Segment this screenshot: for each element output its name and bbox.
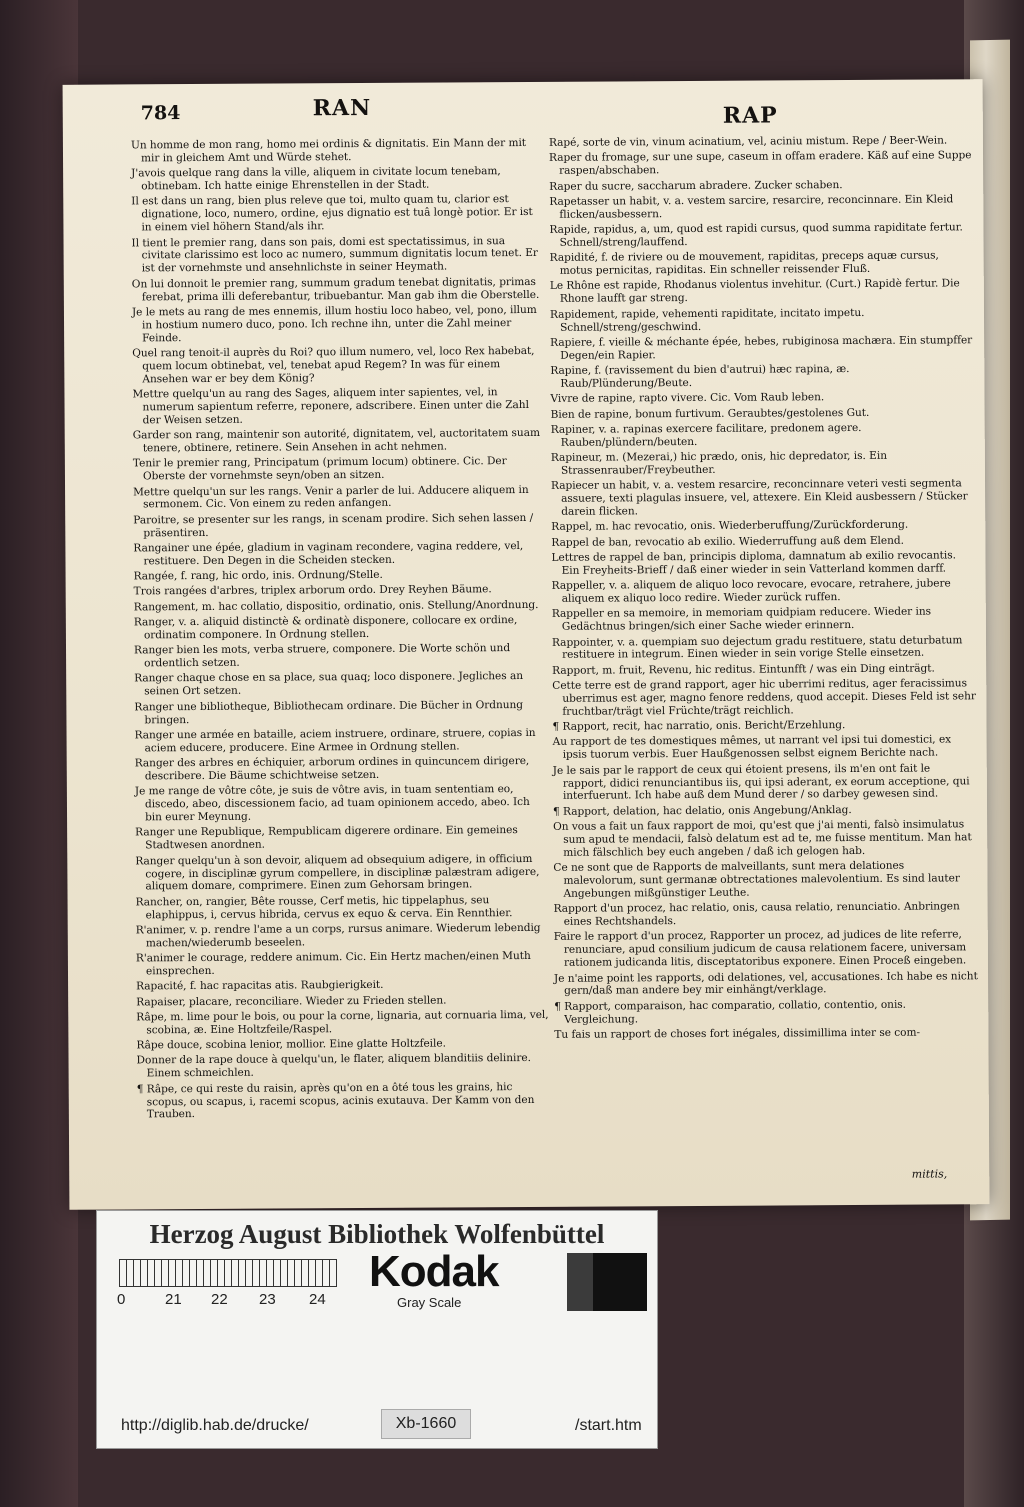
ruler-number: 0: [117, 1291, 126, 1308]
entry: Raper du fromage, sur une supe, caseum in offam eradere. Käß auf eine Suppe raspen/abschaben.: [548, 149, 972, 177]
entry: J'avois quelque rang dans la ville, aliquem in civitate locum tenebam, obtinebam. Ich hatte einige Ehrenstellen in der Stadt.: [131, 165, 501, 193]
entry: Rappel de ban, revocatio ab exilio. Wiederruffung auß dem Elend.: [551, 534, 904, 549]
entry: Rapaiser, placare, reconciliare. Wieder zu Frieden stellen.: [136, 994, 447, 1008]
entry: ¶ Rapport, delation, hac delatio, onis Angebung/Anklag.: [552, 803, 852, 818]
entry: Rancher, on, rangier, Bête rousse, Cerf metis, hic tippelaphus, seu elaphippus, i, cervus hibrida, cervus ex equo & cerva. Ein Rennthier.: [135, 893, 513, 921]
entry: Paroitre, se presenter sur les rangs, in scenam prodire. Sich sehen lassen / präsentiren.: [133, 511, 534, 540]
entry: Je n'aime point les rapports, odi delationes, vel, accusationes. Ich habe es nicht gern/daß man andere bey mir einhängt/verklage.: [554, 969, 978, 998]
entry: Vivre de rapine, rapto vivere. Cic. Vom Raub leben.: [550, 391, 825, 406]
entry: Garder son rang, maintenir son autorité, dignitatem, vel, auctoritatem suam tenere, obtinere, retinere. Sein Ansehen in acht nehmen.: [132, 427, 540, 455]
entry: Rapidement, rapide, vehementi rapiditate, incitato impetu. Schnell/streng/geschwind.: [549, 306, 865, 334]
entry: Rappointer, v. a. quempiam suo dejectum gradu restituere, statu deturbatum restituere in integrum. Einen wieder in sein vorige Stelle einsetzen.: [551, 633, 963, 662]
gray-swatch: [567, 1253, 593, 1311]
entry: Lettres de rappel de ban, principis diploma, damnatum ab exilio revocantis. Ein Freyheits-Brieff / daß einer wieder in sein Vatterland kommen darff.: [551, 549, 956, 577]
entry: Raper du sucre, saccharum abradere. Zucker schaben.: [549, 178, 843, 193]
entry: Tenir le premier rang, Principatum (primum locum) obtinere. Cic. Der Oberste der vornehmste seyn/oben an sitzen.: [132, 455, 507, 483]
entry: Bien de rapine, bonum furtivum. Geraubtes/gestolenes Gut.: [550, 406, 870, 421]
entry: Cette terre est de grand rapport, ager hic uberrimi reditus, ager feracissimus uberrimus est ager, magno fenore reddens, quod accepit. Dieses Feld ist sehr fruchtbar/trägt viel Früchte/trägt reichlich.: [552, 677, 976, 718]
entry: Ranger une armée en bataille, aciem instruere, ordinare, struere, copias in aciem educere, producere. Eine Armee in Ordnung stellen.: [134, 726, 536, 755]
entry: Je me range de vôtre côte, je suis de vôtre avis, in tuam sententiam eo, discedo, abeo, discessionem facio, ad tuam opinionem accedo, abeo. Ich bin eurer Meynung.: [134, 783, 530, 824]
page-number: 784: [140, 102, 181, 125]
entry: On lui donnoit le premier rang, summum gradum tenebat dignitatis, primas ferebat, prima illi deferebantur, tribuebantur. Man gab ihm die Oberstelle.: [131, 275, 540, 303]
entry: R'animer le courage, reddere animum. Cic. Ein Hertz machen/einen Muth einsprechen.: [135, 950, 531, 978]
entry: Rapetasser un habit, v. a. vestem sarcire, resarcire, reconcinnare. Ein Kleid flicken/ausbessern.: [549, 193, 954, 221]
entry: Rapé, sorte de vin, vinum acinatium, vel, aciniu mistum. Repe / Beer-Wein.: [548, 134, 948, 149]
entry: Il tient le premier rang, dans son pais, domi est spectatissimus, in sua civitate clarissimo est loco ac numero, summum dignitatis locum tenet. Er ist der vornehmste und ansehnlichste in seiner Heymath.: [131, 234, 538, 275]
entry: Je le mets au rang de mes ennemis, illum hostiu loco habeo, vel, pono, illum in hostium numero duco, pono. Ich rechne ihn, unter die Zahl meiner Feinde.: [131, 303, 537, 344]
url-left: http://diglib.hab.de/drucke/: [121, 1417, 309, 1434]
entry: Rapine, f. (ravissement du bien d'autrui) hæc rapina, æ. Raub/Plünderung/Beute.: [550, 363, 850, 390]
shelfmark-label: Xb-1660: [381, 1409, 471, 1439]
entry: Mettre quelqu'un au rang des Sages, aliquem inter sapientes, vel, in numerum sapientum referre, reponere, adscribere. Einen unter die Zahl der Weisen setzen.: [132, 386, 529, 427]
entry: Rappeller, v. a. aliquem de aliquo loco revocare, evocare, retrahere, jubere aliquem ex aliquo loco redire. Wieder zurück ruffen.: [551, 577, 951, 605]
entry: On vous a fait un faux rapport de moi, qu'est que j'ai menti, falsò insimulatus sum apud te mendacii, falsò delatum est ad te, me fuisse mentitum. Man hat mich fälschlich bey euch angeben / daß ich gelogen hab.: [553, 818, 972, 859]
scale-ruler: [119, 1259, 337, 1287]
right-column: [549, 134, 979, 1044]
entry: Rapport d'un procez, hac relatio, onis, causa relatio, renunciatio. Anbringen eines Rechtshandels.: [553, 900, 960, 928]
entry: Ranger chaque chose en sa place, sua quaq; loco disponere. Jegliches an seinen Ort setzen.: [134, 670, 524, 698]
entry: Rapacité, f. hac rapacitas atis. Raubgierigkeit.: [136, 979, 384, 993]
dictionary-page: [63, 79, 990, 1210]
entry: ¶ Râpe, ce qui reste du raisin, après qu'on en a ôté tous les grains, hic scopus, ou scapus, i, racemi scopus, acinis exutauva. Der Kamm von den Trauben.: [136, 1080, 535, 1121]
entry: Je le sais par le rapport de ceux qui étoient presens, ils m'en ont fait le rapport, didici renunciantibus iis, qui ipsi aderant, ex eorum acceptione, qui interfuerunt. Ich habe auß dem Mund derer / so darbey gewesen sind.: [552, 762, 970, 803]
entry: Donner de la rape douce à quelqu'un, le flater, aliquem blanditiis delinire. Einem schmeichlen.: [136, 1052, 531, 1080]
gray-scale-label: Gray Scale: [397, 1295, 462, 1310]
running-head-left: RAN: [312, 94, 372, 122]
entry: Ranger une Republique, Rempublicam digerere ordinare. Ein gemeines Stadtwesen anordnen.: [135, 824, 518, 852]
ruler-number: 21: [165, 1291, 182, 1308]
entry: R'animer, v. p. rendre l'ame a un corps, rursus animare. Wiederum lebendig machen/wiederumb beseelen.: [135, 921, 541, 950]
ruler-number: 22: [211, 1291, 228, 1308]
entry: Rappeller en sa memoire, in memoriam quidpiam reducere. Wieder ins Gedächtnus bringen/sich einer Sache wieder erinnern.: [551, 605, 932, 634]
entry: Ranger, v. a. aliquid distinctè & ordinatè disponere, collocare ex ordine, ordinatim componere. In Ordnung stellen.: [133, 614, 518, 642]
left-column: [131, 137, 551, 1124]
entry: Rapiere, f. vieille & méchante épée, hebes, rubiginosa machæra. Ein stumpffer Degen/ein Rapier.: [550, 334, 973, 362]
entry: Rapiner, v. a. rapinas exercere facilitare, predonem agere. Rauben/plündern/beuten.: [550, 421, 862, 449]
entry: Ranger quelqu'un à son devoir, aliquem ad obsequium adigere, in officium cogere, in disciplinæ gyrum compellere, in disciplinæ palæstram adigere, aliquem domare, comprimere. Einen zum Gehorsam bringen.: [135, 852, 540, 893]
entry: Râpe, m. lime pour le bois, ou pour la corne, lignaria, aut cornuaria lima, vel, scobina, æ. Eine Holtzfeile/Raspel.: [136, 1008, 549, 1037]
kodak-logo: Kodak: [369, 1247, 499, 1296]
entry: Trois rangées d'arbres, triplex arborum ordo. Drey Reyhen Bäume.: [133, 583, 492, 598]
url-right: /start.htm: [575, 1417, 642, 1434]
ruler-number: 24: [309, 1291, 326, 1308]
entry: Un homme de mon rang, homo mei ordinis & dignitatis. Ein Mann der mit mir in gleichem Amt und Würde stehet.: [130, 136, 527, 165]
catchword: mittis,: [911, 1167, 948, 1181]
entry: Rangement, m. hac collatio, dispositio, ordinatio, onis. Stellung/Anordnung.: [133, 598, 539, 614]
color-target-card: [96, 1210, 658, 1449]
entry: Ce ne sont que de Rapports de malveillants, sunt mera delationes malevolorum, sunt germanæ obtrectationes malevolentium. Es sind lauter Angebungen mißgünstiger Leuthe.: [553, 859, 960, 900]
entry: Au rapport de tes domestiques mêmes, ut narrant vel ipsi tui domestici, ex ipsis tuorum verbis. Euer Haußgenossen selbst eignem Berichte nach.: [552, 733, 952, 762]
entry: Rapineur, m. (Mezerai,) hic prædo, onis, hic depredator, is. Ein Strassenrauber/Freybeuther.: [550, 449, 887, 477]
entry: Il est dans un rang, bien plus releve que toi, multo quam tu, clarior est dignatione, loco, numero, ordine, ejus dignatio est tuâ longè potior. Er ist in einem viel höhern Stand/als ihr.: [131, 193, 533, 234]
entry: Faire le rapport d'un procez, Rapporter un procez, ad judices de lite referre, renunciare, apud consilium judicum de causa relationem facere, universam rationem judicanda litis, disceptatoribus exponere. Einen Proceß eingeben.: [553, 928, 967, 970]
entry: Rappel, m. hac revocatio, onis. Wiederberuffung/Zurückforderung.: [551, 518, 909, 534]
library-name: Herzog August Bibliothek Wolfenbüttel: [149, 1219, 605, 1249]
entry: Quel rang tenoit-il auprès du Roi? quo illum numero, vel, loco Rex habebat, quem locum obtinebat, vel, tenebat apud Regem? In was für einem Ansehen war er bey dem König?: [132, 344, 535, 386]
entry: Râpe douce, scobina lenior, mollior. Eine glatte Holtzfeile.: [136, 1037, 446, 1052]
entry: ¶ Rapport, comparaison, hac comparatio, collatio, contentio, onis. Vergleichung.: [554, 998, 907, 1026]
ruler-number: 23: [259, 1291, 276, 1308]
entry: Rapidité, f. de riviere ou de mouvement, rapiditas, preceps aquæ cursus, motus pernicitas, rapiditas. Ein schneller reissender Fluß.: [549, 249, 939, 277]
entry: Rangée, f. rang, hic ordo, inis. Ordnung/Stelle.: [133, 569, 383, 583]
entry: ¶ Rapport, recit, hac narratio, onis. Bericht/Erzehlung.: [552, 719, 846, 733]
entry: Rapport, m. fruit, Revenu, hic reditus. Eintunfft / was ein Ding einträgt.: [552, 662, 935, 677]
entry: Rapide, rapidus, a, um, quod est rapidi cursus, quod summa rapiditate fertur. Schnell/streng/lauffend.: [549, 221, 963, 249]
entry: Rangainer une épée, gladium in vaginam recondere, vagina reddere, vel, restituere. Den Degen in die Scheiden stecken.: [133, 539, 524, 568]
running-head-right: RAP: [722, 102, 778, 129]
entry: Ranger des arbres en échiquier, arborum ordines in quincuncem dirigere, describere. Die Bäume schichtweise setzen.: [134, 755, 530, 783]
entry: Ranger une bibliotheque, Bibliothecam ordinare. Die Bücher in Ordnung bringen.: [134, 698, 524, 726]
entry: Tu fais un rapport de choses fort inégales, dissimillima inter se com-: [554, 1026, 921, 1041]
entry: Mettre quelqu'un sur les rangs. Venir a parler de lui. Adducere aliquem in sermonem. Cic. Von einem zu reden anfangen.: [133, 483, 529, 511]
entry: Rapiecer un habit, v. a. vestem resarcire, reconcinnare veteri vesti segmenta assuere, texti plagulas insuere, vel, attexere. Ein Kleid ausbessern / Stücker darein flicken.: [550, 477, 968, 518]
entry: Le Rhône est rapide, Rhodanus violentus invehitur. (Curt.) Rapidè fertur. Die Rhone laufft gar streng.: [549, 277, 960, 306]
entry: Ranger bien les mots, verba struere, componere. Die Worte schön und ordentlich setzen.: [133, 642, 511, 670]
